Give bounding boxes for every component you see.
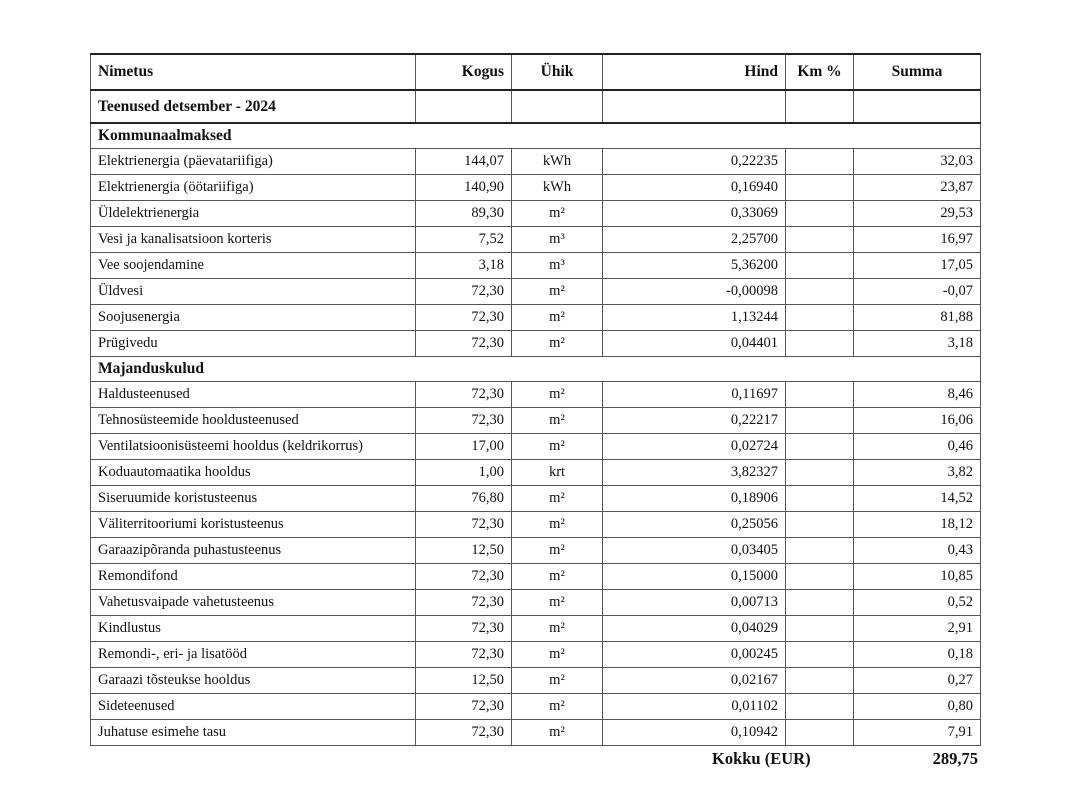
item-name: Tehnosüsteemide hooldusteenused	[91, 408, 416, 434]
item-sum: 0,43	[854, 538, 981, 564]
section-row	[91, 357, 981, 382]
item-name: Haldusteenused	[91, 382, 416, 408]
item-unit: m²	[512, 616, 603, 642]
item-qty: 72,30	[416, 279, 512, 305]
item-unit: m²	[512, 201, 603, 227]
item-sum: 0,27	[854, 668, 981, 694]
table-row	[91, 642, 981, 668]
item-sum: 0,80	[854, 694, 981, 720]
item-price: 0,11697	[603, 382, 786, 408]
table-row	[91, 227, 981, 253]
item-unit: m²	[512, 408, 603, 434]
item-price: 0,16940	[603, 175, 786, 201]
item-qty: 72,30	[416, 408, 512, 434]
total-value: 289,75	[932, 749, 978, 768]
table-row	[91, 149, 981, 175]
item-name: Juhatuse esimehe tasu	[91, 720, 416, 746]
item-qty: 72,30	[416, 382, 512, 408]
item-vat	[786, 201, 854, 227]
item-name: Sideteenused	[91, 694, 416, 720]
item-vat	[786, 279, 854, 305]
item-sum: 16,06	[854, 408, 981, 434]
item-vat	[786, 382, 854, 408]
item-sum: 17,05	[854, 253, 981, 279]
item-qty: 144,07	[416, 149, 512, 175]
item-qty: 89,30	[416, 201, 512, 227]
item-sum: 32,03	[854, 149, 981, 175]
table-row	[91, 538, 981, 564]
item-price: 2,25700	[603, 227, 786, 253]
item-qty: 72,30	[416, 305, 512, 331]
invoice-body	[91, 90, 981, 746]
item-name: Ventilatsioonisüsteemi hooldus (keldrikorrus)	[91, 434, 416, 460]
item-price: 0,33069	[603, 201, 786, 227]
total-row	[700, 749, 980, 773]
item-sum: 2,91	[854, 616, 981, 642]
item-unit: m²	[512, 564, 603, 590]
invoice-table	[90, 53, 981, 746]
item-qty: 72,30	[416, 642, 512, 668]
item-name: Kindlustus	[91, 616, 416, 642]
item-price: 0,04401	[603, 331, 786, 357]
item-vat	[786, 694, 854, 720]
table-row	[91, 564, 981, 590]
item-sum: 3,18	[854, 331, 981, 357]
header-qty: Kogus	[416, 54, 512, 90]
item-unit: m²	[512, 279, 603, 305]
item-price: 0,01102	[603, 694, 786, 720]
item-qty: 72,30	[416, 616, 512, 642]
item-vat	[786, 149, 854, 175]
item-sum: 81,88	[854, 305, 981, 331]
item-vat	[786, 175, 854, 201]
item-name: Üldvesi	[91, 279, 416, 305]
header-row	[91, 54, 981, 90]
table-row	[91, 279, 981, 305]
item-qty: 72,30	[416, 512, 512, 538]
item-qty: 12,50	[416, 538, 512, 564]
item-sum: 7,91	[854, 720, 981, 746]
item-unit: m²	[512, 382, 603, 408]
item-qty: 17,00	[416, 434, 512, 460]
item-vat	[786, 434, 854, 460]
item-price: -0,00098	[603, 279, 786, 305]
item-vat	[786, 305, 854, 331]
item-sum: -0,07	[854, 279, 981, 305]
table-row	[91, 175, 981, 201]
item-vat	[786, 331, 854, 357]
item-qty: 72,30	[416, 720, 512, 746]
item-vat	[786, 486, 854, 512]
item-name: Garaazi tõsteukse hooldus	[91, 668, 416, 694]
item-name: Elektrienergia (öötariifiga)	[91, 175, 416, 201]
item-price: 0,25056	[603, 512, 786, 538]
item-unit: m²	[512, 720, 603, 746]
item-qty: 3,18	[416, 253, 512, 279]
section-title: Majanduskulud	[91, 357, 981, 382]
header-name: Nimetus	[91, 54, 416, 90]
item-price: 0,15000	[603, 564, 786, 590]
table-row	[91, 694, 981, 720]
item-name: Remondi-, eri- ja lisatööd	[91, 642, 416, 668]
item-sum: 10,85	[854, 564, 981, 590]
period-title: Teenused detsember - 2024	[91, 90, 416, 123]
item-name: Prügivedu	[91, 331, 416, 357]
item-unit: m²	[512, 486, 603, 512]
header-sum: Summa	[854, 54, 981, 90]
item-qty: 72,30	[416, 590, 512, 616]
item-name: Koduautomaatika hooldus	[91, 460, 416, 486]
item-vat	[786, 460, 854, 486]
item-name: Vahetusvaipade vahetusteenus	[91, 590, 416, 616]
item-vat	[786, 642, 854, 668]
item-sum: 14,52	[854, 486, 981, 512]
item-vat	[786, 564, 854, 590]
period-row	[91, 90, 981, 123]
item-price: 0,22217	[603, 408, 786, 434]
item-price: 0,02724	[603, 434, 786, 460]
item-price: 0,02167	[603, 668, 786, 694]
item-name: Elektrienergia (päevatariifiga)	[91, 149, 416, 175]
table-row	[91, 486, 981, 512]
item-name: Garaazipõranda puhastusteenus	[91, 538, 416, 564]
item-sum: 23,87	[854, 175, 981, 201]
item-sum: 16,97	[854, 227, 981, 253]
item-qty: 72,30	[416, 564, 512, 590]
section-title: Kommunaalmaksed	[91, 123, 981, 149]
item-price: 5,36200	[603, 253, 786, 279]
item-unit: kWh	[512, 175, 603, 201]
item-qty: 7,52	[416, 227, 512, 253]
item-price: 0,18906	[603, 486, 786, 512]
item-sum: 8,46	[854, 382, 981, 408]
item-qty: 12,50	[416, 668, 512, 694]
section-row	[91, 123, 981, 149]
item-unit: m³	[512, 253, 603, 279]
item-name: Siseruumide koristusteenus	[91, 486, 416, 512]
item-qty: 1,00	[416, 460, 512, 486]
table-row	[91, 382, 981, 408]
table-row	[91, 512, 981, 538]
item-unit: m²	[512, 590, 603, 616]
item-sum: 29,53	[854, 201, 981, 227]
item-name: Vesi ja kanalisatsioon korteris	[91, 227, 416, 253]
item-vat	[786, 616, 854, 642]
item-sum: 0,46	[854, 434, 981, 460]
item-unit: m²	[512, 512, 603, 538]
table-row	[91, 434, 981, 460]
item-price: 0,10942	[603, 720, 786, 746]
item-unit: m²	[512, 538, 603, 564]
table-row	[91, 305, 981, 331]
item-name: Vee soojendamine	[91, 253, 416, 279]
item-price: 0,00245	[603, 642, 786, 668]
item-price: 1,13244	[603, 305, 786, 331]
item-qty: 76,80	[416, 486, 512, 512]
item-vat	[786, 253, 854, 279]
header-unit: Ühik	[512, 54, 603, 90]
item-unit: krt	[512, 460, 603, 486]
total-label: Kokku (EUR)	[712, 749, 811, 768]
header-vat: Km %	[786, 54, 854, 90]
header-price: Hind	[603, 54, 786, 90]
item-vat	[786, 668, 854, 694]
item-qty: 72,30	[416, 694, 512, 720]
table-row	[91, 331, 981, 357]
item-name: Väliterritooriumi koristusteenus	[91, 512, 416, 538]
item-unit: m²	[512, 331, 603, 357]
table-row	[91, 668, 981, 694]
item-vat	[786, 590, 854, 616]
item-sum: 3,82	[854, 460, 981, 486]
table-row	[91, 253, 981, 279]
item-unit: m²	[512, 694, 603, 720]
item-price: 0,00713	[603, 590, 786, 616]
item-qty: 140,90	[416, 175, 512, 201]
item-price: 0,03405	[603, 538, 786, 564]
item-unit: m³	[512, 227, 603, 253]
table-row	[91, 616, 981, 642]
item-vat	[786, 227, 854, 253]
item-name: Üldelektrienergia	[91, 201, 416, 227]
item-unit: m²	[512, 434, 603, 460]
item-unit: m²	[512, 642, 603, 668]
item-sum: 0,52	[854, 590, 981, 616]
item-name: Remondifond	[91, 564, 416, 590]
table-row	[91, 460, 981, 486]
table-row	[91, 408, 981, 434]
item-unit: m²	[512, 668, 603, 694]
item-price: 3,82327	[603, 460, 786, 486]
item-vat	[786, 408, 854, 434]
item-sum: 0,18	[854, 642, 981, 668]
item-vat	[786, 512, 854, 538]
item-unit: m²	[512, 305, 603, 331]
table-row	[91, 590, 981, 616]
item-vat	[786, 538, 854, 564]
item-name: Soojusenergia	[91, 305, 416, 331]
item-vat	[786, 720, 854, 746]
table-row	[91, 201, 981, 227]
table-row	[91, 720, 981, 746]
item-price: 0,22235	[603, 149, 786, 175]
item-price: 0,04029	[603, 616, 786, 642]
item-qty: 72,30	[416, 331, 512, 357]
item-unit: kWh	[512, 149, 603, 175]
item-sum: 18,12	[854, 512, 981, 538]
